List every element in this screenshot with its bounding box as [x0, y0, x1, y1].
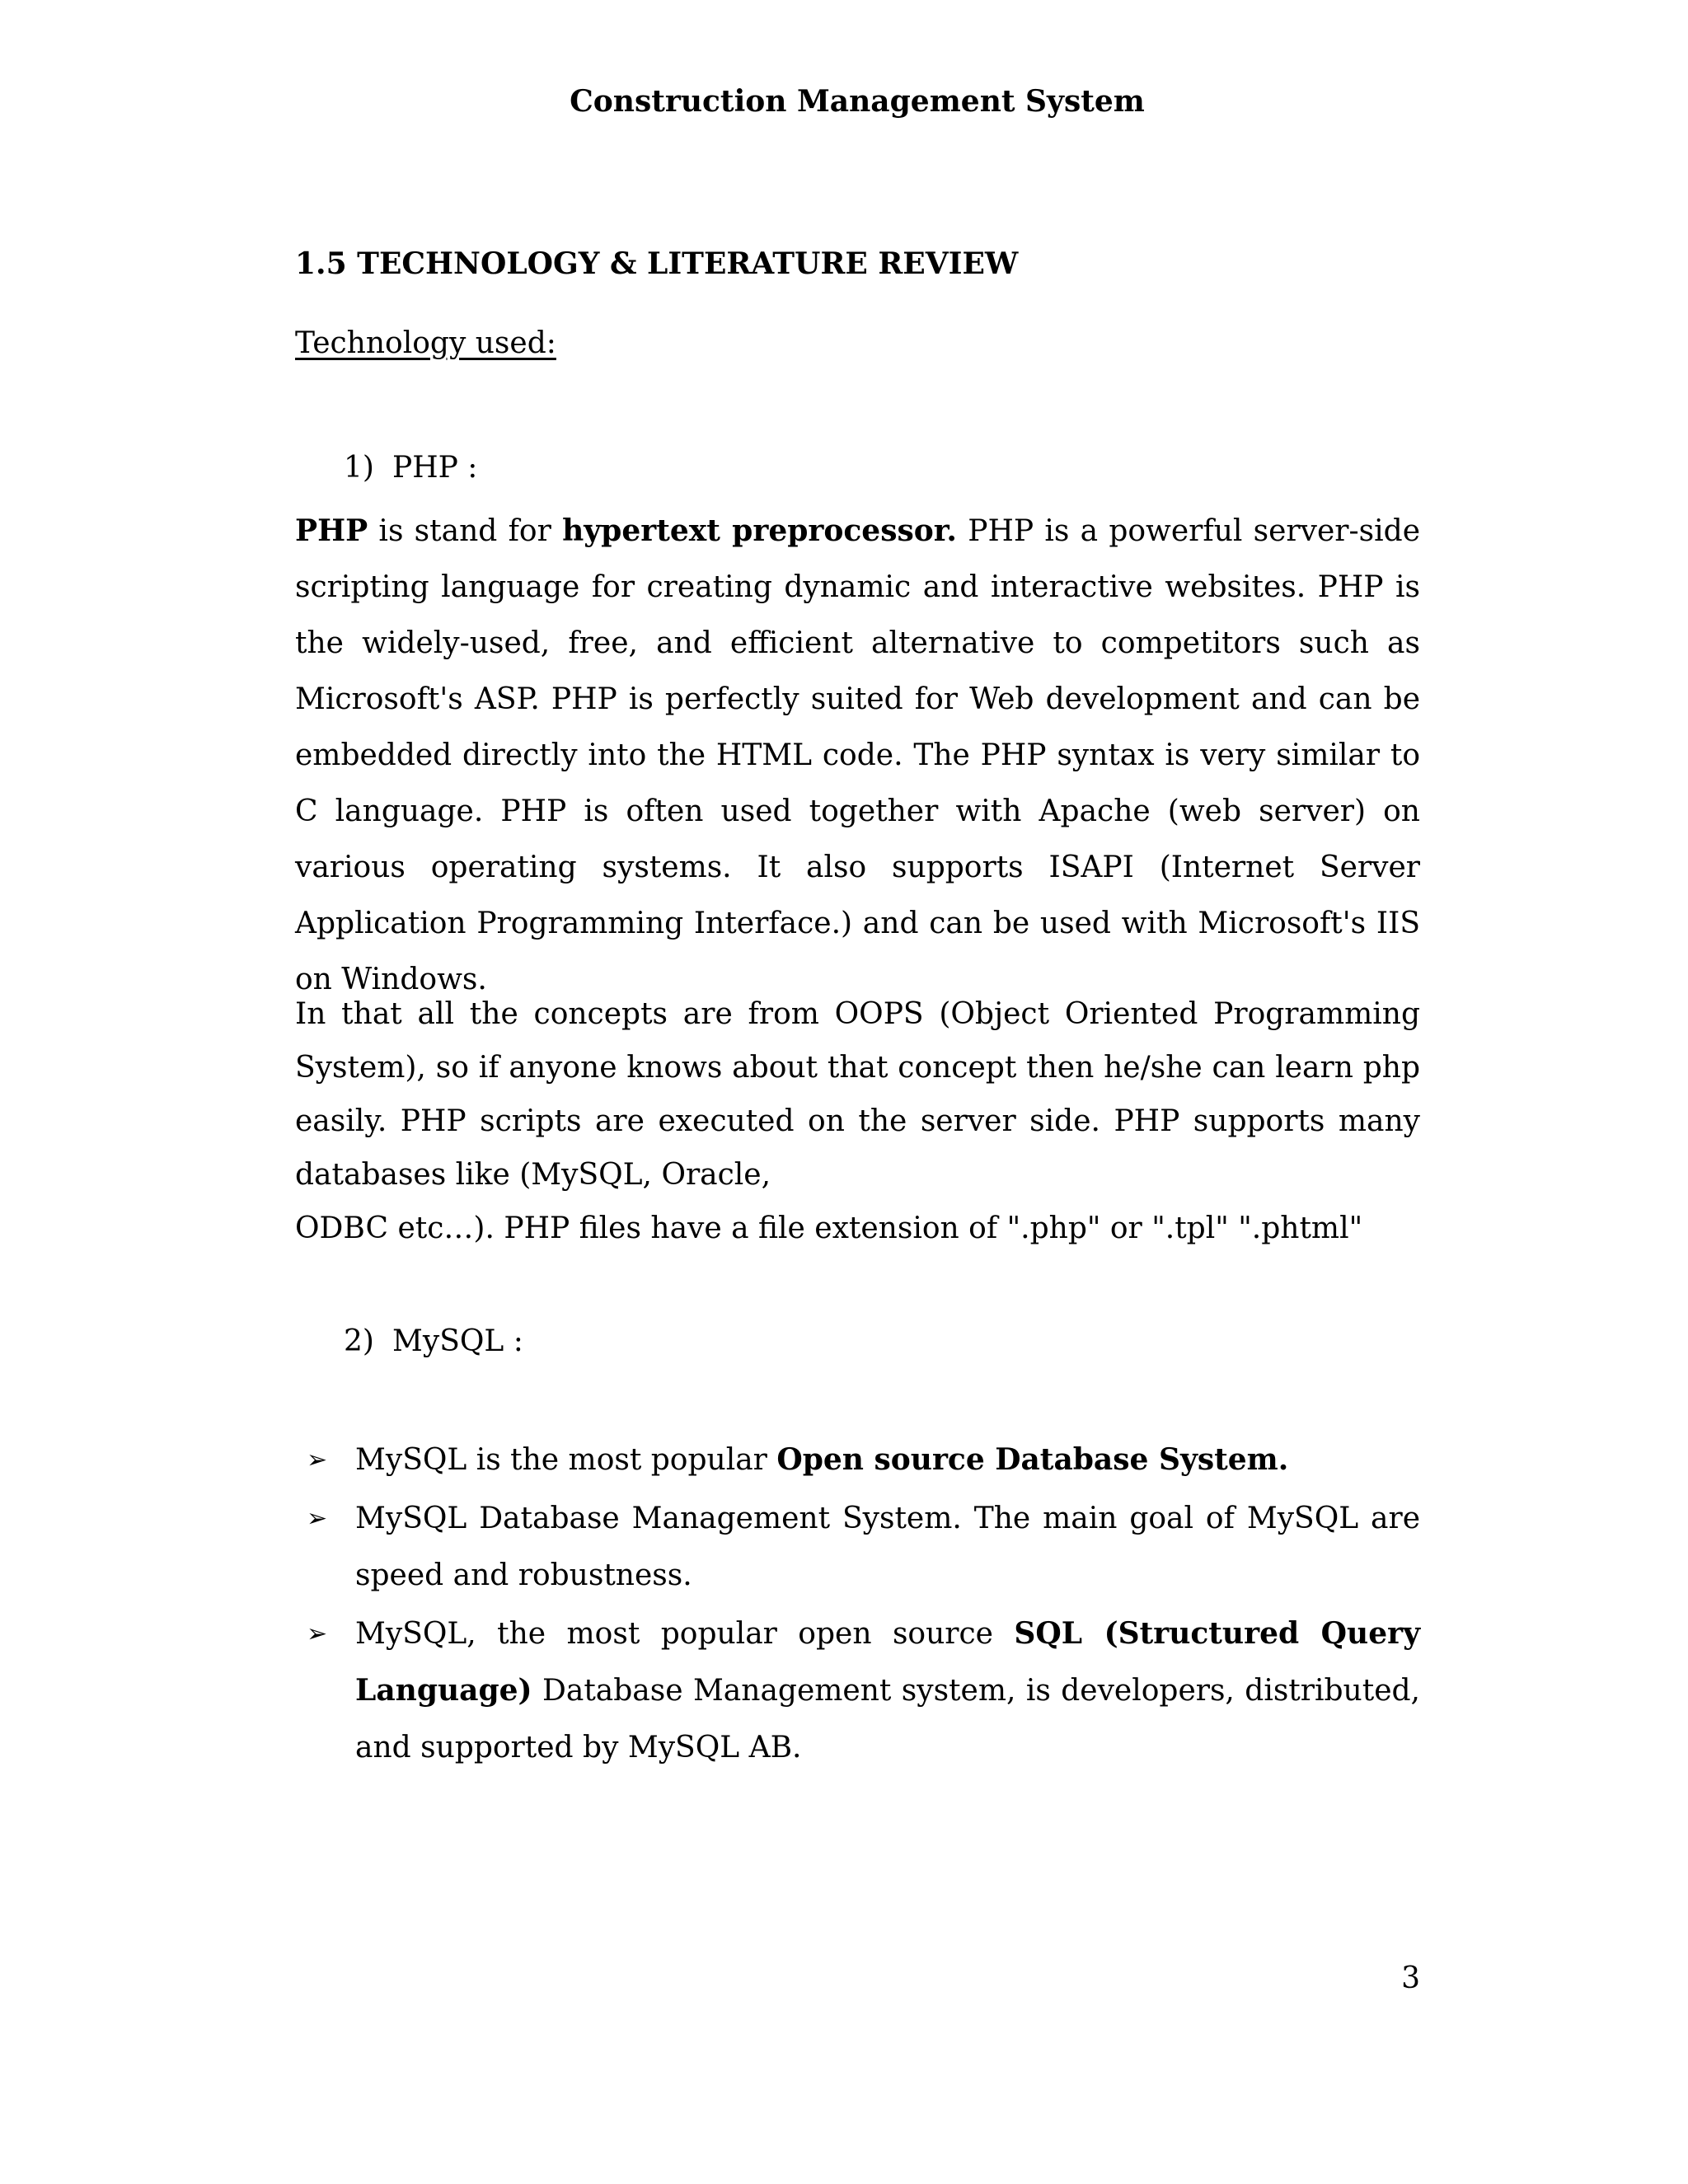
text-run: MySQL, the most popular open source — [355, 1617, 1015, 1651]
php-paragraph-1 — [295, 503, 1420, 1008]
item-label: PHP : — [392, 451, 478, 485]
list-item — [307, 1605, 1420, 1776]
arrowhead-bullet-icon: ➢ — [307, 1619, 328, 1648]
text-run: is stand for — [368, 514, 563, 548]
item-label: MySQL : — [392, 1324, 523, 1358]
text-run-last-line: ODBC etc…). PHP files have a file extension of ".php" or ".tpl" ".phtml" — [295, 1212, 1363, 1245]
text-run: PHP is a powerful server-side scripting language for creating dynamic and interactive websites. PHP is the widely-used, free, and efficient alternative to competitors such as Microsoft's ASP. PHP is perfectly suited for Web development and can be embedded directly into the HTML code. The PHP syntax is very similar to C language. PHP is often used together with Apache (web server) on various operating systems. It also supports ISAPI (Internet Server Application Programming Interface.) and can be used with Microsoft's IIS on Windows. — [295, 514, 1420, 996]
text-run: MySQL is the most popular — [355, 1443, 777, 1477]
item-number: 1) — [344, 451, 374, 485]
arrowhead-bullet-icon: ➢ — [307, 1446, 328, 1474]
bold-term: Open source Database System. — [776, 1442, 1289, 1477]
text-run: Database Management system, is developers, distributed, and supported by MySQL AB. — [355, 1674, 1420, 1765]
bold-term-php: PHP — [295, 513, 368, 548]
numbered-item-mysql — [344, 1323, 523, 1361]
arrowhead-bullet-icon: ➢ — [307, 1504, 328, 1533]
mysql-bullet-list — [307, 1432, 1420, 1778]
section-title: 1.5 TECHNOLOGY & LITERATURE REVIEW — [295, 246, 1019, 281]
bold-term-hypertext: hypertext preprocessor. — [562, 513, 957, 548]
list-item — [307, 1490, 1420, 1604]
page-number: 3 — [1401, 1961, 1420, 1995]
list-item — [307, 1432, 1420, 1488]
php-paragraph-2 — [295, 987, 1420, 1255]
bold-term: SQL (Structured Query Language) — [355, 1616, 1420, 1708]
text-run: In that all the concepts are from OOPS (Object Oriented Programming System), so if anyone knows about that concept then he/she can learn php easily. PHP scripts are executed on the server side. PHP supports many databases like (MySQL, Oracle, — [295, 997, 1420, 1192]
numbered-item-php — [344, 449, 477, 488]
running-header: Construction Management System — [570, 84, 1145, 119]
subheading-technology-used: Technology used: — [295, 326, 556, 360]
text-run: MySQL Database Management System. The main goal of MySQL are speed and robustness. — [355, 1502, 1420, 1592]
item-number: 2) — [344, 1324, 374, 1358]
